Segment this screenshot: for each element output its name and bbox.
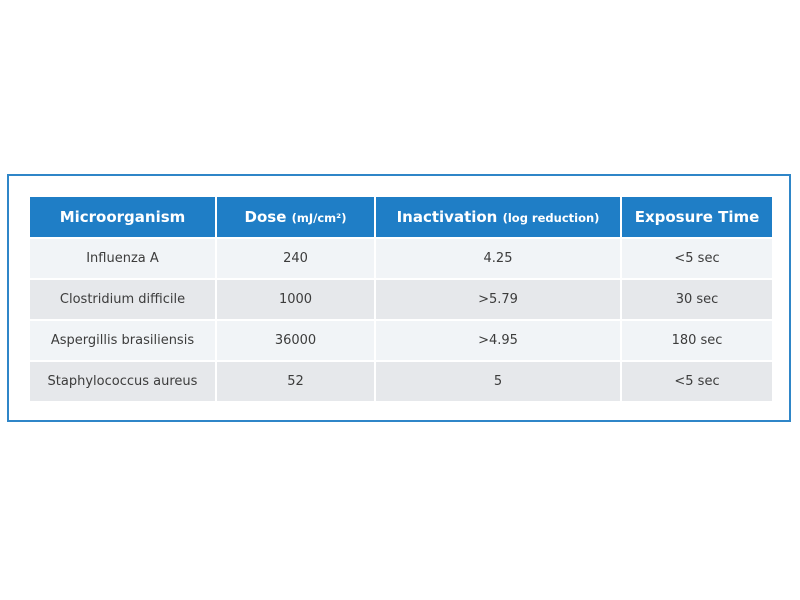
cell-exposure-time: <5 sec — [622, 239, 772, 278]
table-row — [30, 362, 772, 401]
data-table — [28, 195, 774, 403]
table-row — [30, 239, 772, 278]
cell-dose: 1000 — [217, 280, 374, 319]
cell-dose: 240 — [217, 239, 374, 278]
cell-exposure-time: <5 sec — [622, 362, 772, 401]
cell-dose: 52 — [217, 362, 374, 401]
table-row — [30, 321, 772, 360]
header-inactivation-unit: (log reduction) — [502, 211, 600, 225]
header-dose: Dose (mJ/cm²) — [217, 197, 374, 237]
cell-inactivation: 5 — [376, 362, 620, 401]
cell-exposure-time: 30 sec — [622, 280, 772, 319]
cell-inactivation: 4.25 — [376, 239, 620, 278]
cell-exposure-time: 180 sec — [622, 321, 772, 360]
header-inactivation: Inactivation (log reduction) — [376, 197, 620, 237]
cell-microorganism: Influenza A — [30, 239, 215, 278]
header-dose-unit: (mJ/cm²) — [291, 211, 347, 225]
header-microorganism: Microorganism — [30, 197, 215, 237]
cell-microorganism: Aspergillis brasiliensis — [30, 321, 215, 360]
cell-inactivation: >5.79 — [376, 280, 620, 319]
table-header-row — [30, 197, 772, 237]
header-exposure-time: Exposure Time — [622, 197, 772, 237]
cell-inactivation: >4.95 — [376, 321, 620, 360]
cell-microorganism: Staphylococcus aureus — [30, 362, 215, 401]
cell-dose: 36000 — [217, 321, 374, 360]
table-row — [30, 280, 772, 319]
table-frame — [7, 174, 791, 422]
cell-microorganism: Clostridium difficile — [30, 280, 215, 319]
